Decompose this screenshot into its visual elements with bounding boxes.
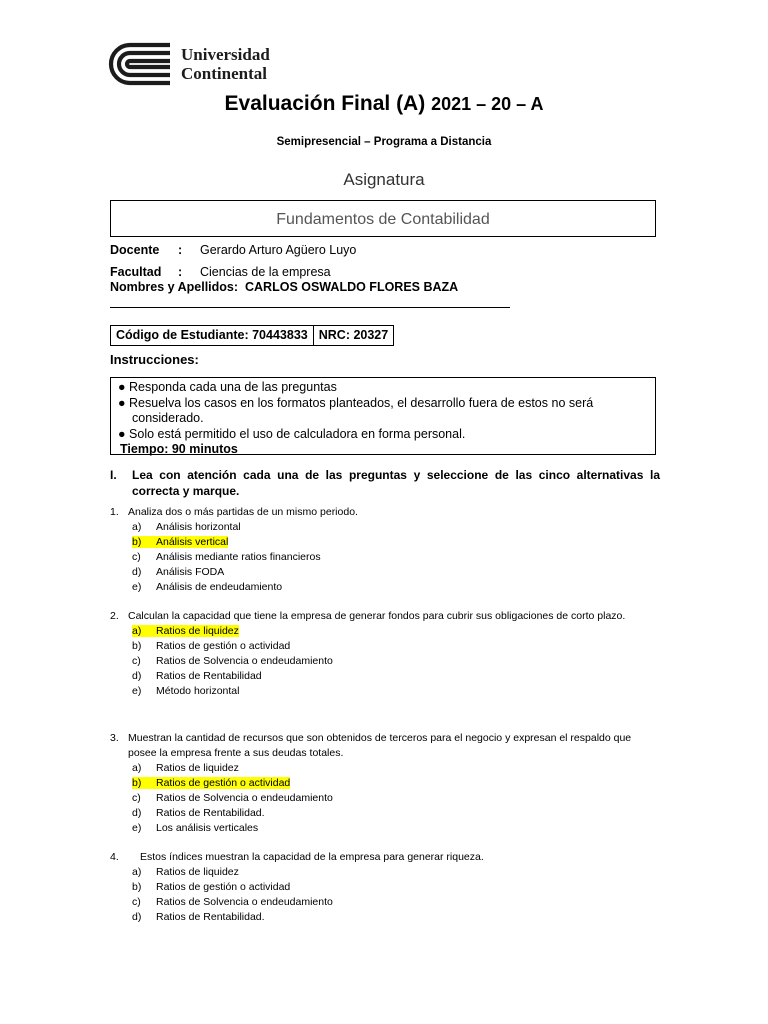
docente-row	[110, 243, 356, 257]
option-d[interactable]	[110, 669, 660, 684]
option-text: Análisis vertical	[156, 536, 229, 548]
instruction-text: Solo está permitido el uso de calculadora en forma personal.	[129, 426, 466, 441]
instructions-box	[110, 377, 656, 455]
bullet-icon: ●	[118, 380, 130, 394]
question-2	[110, 609, 660, 699]
student-code: Código de Estudiante: 70443833	[116, 328, 308, 342]
option-letter: b)	[132, 640, 142, 652]
option-letter: a)	[132, 762, 142, 774]
title-year: 2021 – 20 – A	[431, 94, 544, 114]
option-letter: b)	[132, 536, 142, 548]
asignatura-label: Asignatura	[343, 170, 425, 189]
option-e[interactable]	[110, 580, 660, 595]
facultad-value: Ciencias de la empresa	[200, 265, 331, 279]
question-1	[110, 505, 660, 595]
question-text: Analiza dos o más partidas de un mismo periodo.	[128, 506, 358, 518]
option-letter: a)	[132, 625, 142, 637]
modality: Semipresencial – Programa a Distancia	[276, 136, 492, 148]
option-text: Ratios de gestión o actividad	[156, 777, 291, 789]
names-label: Nombres y Apellidos:	[110, 280, 239, 294]
docente-value: Gerardo Arturo Agüero Luyo	[200, 243, 357, 257]
docente-sep: :	[178, 243, 183, 257]
option-letter: a)	[132, 866, 142, 878]
option-text: Ratios de liquidez	[156, 866, 239, 878]
docente-label: Docente	[110, 243, 160, 257]
option-b[interactable]	[110, 639, 660, 654]
instruction-item	[118, 396, 647, 427]
question-number: 4.	[110, 851, 119, 863]
option-letter: c)	[132, 792, 141, 804]
instruction-item	[118, 427, 647, 443]
option-a[interactable]	[110, 865, 660, 880]
bullet-icon: ●	[118, 395, 130, 410]
option-letter: c)	[132, 896, 141, 908]
question-text: Muestran la cantidad de recursos que son obtenidos de terceros para el negocio y expresan el respaldo que posee la empresa frente a sus deudas totales.	[128, 732, 632, 759]
question-number: 1.	[110, 506, 119, 518]
option-letter: d)	[132, 566, 142, 578]
names-value: CARLOS OSWALDO FLORES BAZA	[245, 280, 459, 294]
option-letter: d)	[132, 911, 142, 923]
option-b[interactable]	[110, 880, 660, 895]
section-heading	[110, 467, 660, 499]
option-text: Ratios de gestión o actividad	[156, 640, 291, 652]
option-letter: b)	[132, 881, 142, 893]
option-letter: a)	[132, 521, 142, 533]
instruction-text: Responda cada una de las preguntas	[129, 380, 337, 394]
selected-highlight	[132, 777, 290, 789]
option-text: Ratios de Solvencia o endeudamiento	[156, 792, 333, 804]
time-limit: Tiempo: 90 minutos	[120, 442, 238, 456]
page-title	[0, 92, 768, 116]
nrc-code: NRC: 20327	[313, 326, 393, 345]
option-letter: d)	[132, 807, 142, 819]
option-text: Ratios de liquidez	[156, 625, 239, 637]
question-4	[110, 850, 660, 925]
option-text: Ratios de Rentabilidad.	[156, 807, 265, 819]
question-text: Calculan la capacidad que tiene la empresa de generar fondos para cubrir sus obligaciones de corto plazo.	[128, 610, 626, 622]
logo-line1: Universidad	[181, 45, 270, 64]
option-text: Ratios de Rentabilidad	[156, 670, 262, 682]
option-text: Ratios de Rentabilidad.	[156, 911, 265, 923]
option-letter: d)	[132, 670, 142, 682]
names-underline	[110, 307, 510, 308]
facultad-row	[110, 265, 331, 279]
selected-highlight	[132, 625, 239, 637]
student-id-box	[110, 325, 394, 346]
option-text: Ratios de liquidez	[156, 762, 239, 774]
option-letter: b)	[132, 777, 142, 789]
option-e[interactable]	[110, 684, 660, 699]
option-text: Los análisis verticales	[156, 822, 259, 834]
option-d[interactable]	[110, 806, 660, 821]
bullet-icon: ●	[118, 426, 130, 441]
question-text: Estos índices muestran la capacidad de la empresa para generar riqueza.	[140, 851, 484, 863]
facultad-sep: :	[178, 265, 183, 279]
instruction-item	[118, 380, 647, 396]
option-text: Ratios de Solvencia o endeudamiento	[156, 655, 333, 667]
option-e[interactable]	[110, 821, 660, 836]
instructions-title: Instrucciones:	[110, 352, 199, 367]
option-c[interactable]	[110, 654, 660, 669]
option-a[interactable]	[110, 761, 660, 776]
option-text: Análisis FODA	[156, 566, 225, 578]
title-main: Evaluación Final (A)	[224, 92, 426, 115]
option-letter: e)	[132, 822, 142, 834]
option-letter: c)	[132, 655, 141, 667]
option-letter: e)	[132, 581, 142, 593]
section-text: Lea con atención cada una de las preguntas y seleccione de las cinco alternativas la correcta y marque.	[132, 468, 660, 498]
option-c[interactable]	[110, 550, 660, 565]
facultad-label: Facultad	[110, 265, 162, 279]
option-c[interactable]	[110, 791, 660, 806]
option-d[interactable]	[110, 910, 660, 925]
question-number: 2.	[110, 610, 119, 622]
section-number: I.	[110, 468, 117, 482]
option-text: Análisis de endeudamiento	[156, 581, 283, 593]
course-name-box: Fundamentos de Contabilidad	[110, 200, 656, 237]
option-text: Análisis mediante ratios financieros	[156, 551, 321, 563]
university-logo	[108, 42, 288, 86]
option-text: Análisis horizontal	[156, 521, 241, 533]
question-3	[110, 731, 660, 836]
question-number: 3.	[110, 732, 119, 744]
student-names-row	[110, 280, 458, 294]
university-emblem-icon	[108, 42, 172, 86]
option-letter: c)	[132, 551, 141, 563]
option-letter: e)	[132, 685, 142, 697]
option-text: Ratios de gestión o actividad	[156, 881, 291, 893]
option-text: Método horizontal	[156, 685, 240, 697]
option-c[interactable]	[110, 895, 660, 910]
option-text: Ratios de Solvencia o endeudamiento	[156, 896, 333, 908]
option-d[interactable]	[110, 565, 660, 580]
option-a[interactable]	[110, 624, 660, 639]
instruction-text: Resuelva los casos en los formatos planteados, el desarrollo fuera de estos no será considerado.	[129, 395, 594, 425]
option-b[interactable]	[110, 776, 660, 791]
option-b[interactable]	[110, 535, 660, 550]
option-a[interactable]	[110, 520, 660, 535]
logo-line2: Continental	[181, 64, 267, 83]
selected-highlight	[132, 536, 228, 548]
